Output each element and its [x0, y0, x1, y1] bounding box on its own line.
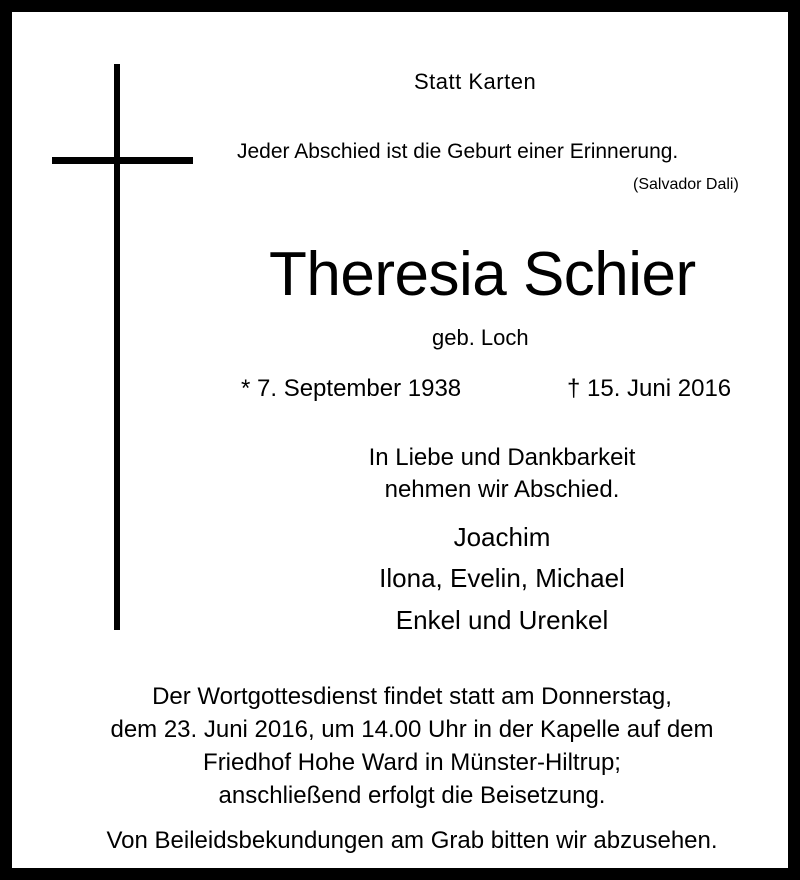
- farewell-line: nehmen wir Abschied.: [384, 476, 620, 503]
- birth-date: * 7. September 1938: [241, 375, 462, 402]
- farewell-text: [272, 442, 732, 506]
- cross-icon-bar: [52, 157, 193, 164]
- service-line: Der Wortgottesdienst findet statt am Donnerstag,: [152, 683, 672, 710]
- cross-icon: [114, 64, 120, 630]
- farewell-line: In Liebe und Dankbarkeit: [368, 444, 636, 471]
- family-member: Enkel und Urenkel: [395, 605, 609, 635]
- service-line: dem 23. Juni 2016, um 14.00 Uhr in der Kapelle auf dem: [110, 716, 714, 743]
- header-statt-karten: Statt Karten: [414, 69, 537, 94]
- family-member: Ilona, Evelin, Michael: [379, 563, 625, 593]
- family-member: Joachim: [453, 522, 551, 552]
- quote-author: (Salvador Dali): [633, 176, 739, 193]
- service-info: [24, 680, 800, 812]
- service-line: anschließend erfolgt die Beisetzung.: [218, 782, 606, 809]
- death-date: † 15. Juni 2016: [567, 375, 732, 402]
- service-line: Friedhof Hohe Ward in Münster-Hiltrup;: [203, 749, 621, 776]
- quote: Jeder Abschied ist die Geburt einer Erinnerung.: [237, 140, 679, 163]
- condolence-note: Von Beileidsbekundungen am Grab bitten wir abzusehen.: [106, 827, 718, 854]
- maiden-name: geb. Loch: [432, 325, 529, 350]
- deceased-name: Theresia Schier: [269, 240, 696, 309]
